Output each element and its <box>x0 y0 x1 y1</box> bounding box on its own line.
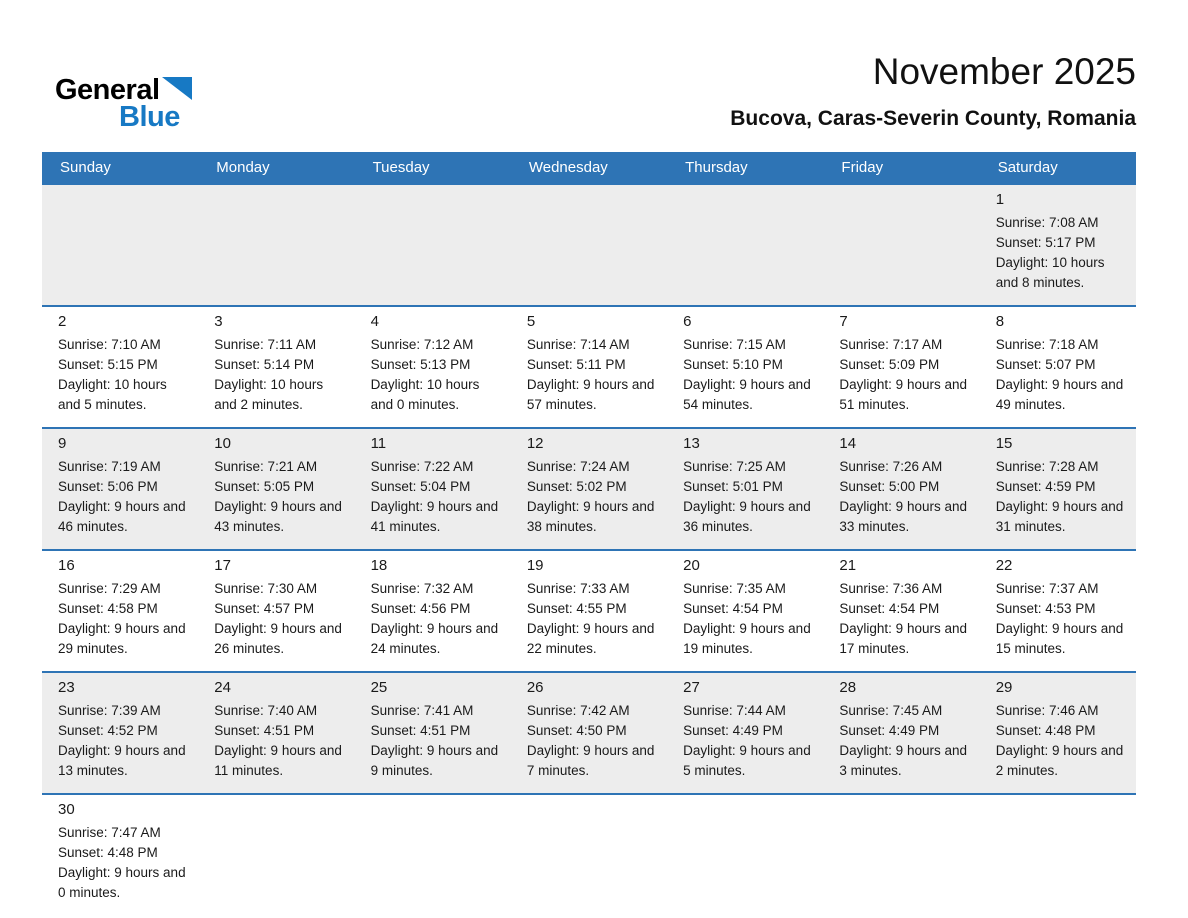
week-row <box>42 184 1136 306</box>
sunrise-text: Sunrise: 7:26 AM <box>839 459 943 474</box>
daylight-text: Daylight: 9 hours and 51 minutes. <box>839 377 967 412</box>
day-number: 18 <box>370 557 388 574</box>
empty-day-cell <box>355 184 511 306</box>
day-number: 17 <box>214 557 231 574</box>
daylight-text: Daylight: 10 hours and 5 minutes. <box>58 377 167 412</box>
weekday-header-monday: Monday <box>198 152 354 184</box>
sunset-text: Sunset: 4:57 PM <box>214 601 315 616</box>
sunrise-text: Sunrise: 7:42 AM <box>526 703 630 718</box>
weekday-header-friday: Friday <box>823 152 979 184</box>
empty-day-cell <box>511 184 667 306</box>
sunset-text: Sunset: 4:52 PM <box>58 723 158 738</box>
daylight-text: Daylight: 9 hours and 11 minutes. <box>214 743 342 778</box>
day-number: 26 <box>526 679 544 696</box>
sunset-text: Sunset: 5:01 PM <box>683 479 783 494</box>
day-number: 6 <box>683 313 692 330</box>
sunset-text: Sunset: 4:49 PM <box>839 723 940 738</box>
empty-day-cell <box>511 794 667 915</box>
day-number: 30 <box>58 801 75 818</box>
day-number: 19 <box>526 557 544 574</box>
day-number: 1 <box>995 191 1005 208</box>
day-cell <box>42 672 198 794</box>
sunset-text: Sunset: 4:50 PM <box>526 723 627 738</box>
sunrise-text: Sunrise: 7:36 AM <box>839 581 943 596</box>
sunrise-text: Sunrise: 7:11 AM <box>214 337 317 352</box>
day-cell <box>980 428 1136 550</box>
daylight-text: Daylight: 9 hours and 33 minutes. <box>839 499 967 534</box>
day-cell <box>42 794 198 915</box>
daylight-text: Daylight: 9 hours and 13 minutes. <box>58 743 186 778</box>
day-number: 11 <box>370 435 387 452</box>
sunset-text: Sunset: 4:58 PM <box>58 601 158 616</box>
sunset-text: Sunset: 5:07 PM <box>995 357 1096 372</box>
sunset-text: Sunset: 5:02 PM <box>526 479 627 494</box>
sunset-text: Sunset: 4:48 PM <box>58 845 158 860</box>
daylight-text: Daylight: 9 hours and 31 minutes. <box>995 499 1124 534</box>
day-number: 23 <box>58 679 75 696</box>
empty-day-cell <box>980 794 1136 915</box>
day-number: 22 <box>995 557 1013 574</box>
daylight-text: Daylight: 9 hours and 2 minutes. <box>995 743 1124 778</box>
day-number: 25 <box>370 679 388 696</box>
day-cell <box>823 428 979 550</box>
day-cell <box>823 672 979 794</box>
day-cell <box>667 672 823 794</box>
day-cell <box>980 184 1136 306</box>
daylight-text: Daylight: 9 hours and 43 minutes. <box>214 499 342 534</box>
day-number: 27 <box>683 679 700 696</box>
sunset-text: Sunset: 5:11 PM <box>526 357 626 372</box>
sunrise-text: Sunrise: 7:47 AM <box>58 825 161 840</box>
week-row <box>42 672 1136 794</box>
day-cell <box>511 306 667 428</box>
day-cell <box>42 550 198 672</box>
daylight-text: Daylight: 10 hours and 2 minutes. <box>214 377 324 412</box>
day-number: 15 <box>995 435 1013 452</box>
sunrise-text: Sunrise: 7:21 AM <box>214 459 318 474</box>
daylight-text: Daylight: 9 hours and 41 minutes. <box>370 499 499 534</box>
week-row <box>42 306 1136 428</box>
day-number: 21 <box>839 557 857 574</box>
sunset-text: Sunset: 5:13 PM <box>370 357 471 372</box>
sunrise-text: Sunrise: 7:18 AM <box>995 337 1099 352</box>
day-number: 9 <box>58 435 67 452</box>
day-cell <box>42 428 198 550</box>
sunrise-text: Sunrise: 7:44 AM <box>683 703 786 718</box>
sunset-text: Sunset: 5:17 PM <box>995 235 1096 250</box>
sunrise-text: Sunrise: 7:08 AM <box>995 215 1099 230</box>
day-number: 14 <box>839 435 857 452</box>
empty-day-cell <box>823 184 979 306</box>
page-header <box>0 0 1188 134</box>
daylight-text: Daylight: 9 hours and 24 minutes. <box>370 621 499 656</box>
week-row <box>42 550 1136 672</box>
day-cell <box>667 428 823 550</box>
day-cell <box>511 550 667 672</box>
day-cell <box>355 306 511 428</box>
daylight-text: Daylight: 9 hours and 5 minutes. <box>683 743 811 778</box>
day-number: 24 <box>214 679 231 696</box>
day-cell <box>823 306 979 428</box>
daylight-text: Daylight: 9 hours and 17 minutes. <box>839 621 967 656</box>
sunrise-text: Sunrise: 7:46 AM <box>995 703 1099 718</box>
day-cell <box>980 672 1136 794</box>
daylight-text: Daylight: 10 hours and 8 minutes. <box>995 255 1105 290</box>
empty-day-cell <box>823 794 979 915</box>
sunrise-text: Sunrise: 7:12 AM <box>370 337 474 352</box>
daylight-text: Daylight: 9 hours and 54 minutes. <box>683 377 811 412</box>
empty-day-cell <box>355 794 511 915</box>
sunset-text: Sunset: 5:09 PM <box>839 357 940 372</box>
day-cell <box>198 428 354 550</box>
sunrise-text: Sunrise: 7:41 AM <box>370 703 474 718</box>
weekday-header-sunday: Sunday <box>42 152 198 184</box>
day-cell <box>355 428 511 550</box>
day-number: 28 <box>839 679 857 696</box>
sunrise-text: Sunrise: 7:19 AM <box>58 459 161 474</box>
daylight-text: Daylight: 9 hours and 19 minutes. <box>683 621 811 656</box>
sunrise-text: Sunrise: 7:14 AM <box>526 337 630 352</box>
sunrise-text: Sunrise: 7:22 AM <box>370 459 474 474</box>
daylight-text: Daylight: 9 hours and 46 minutes. <box>58 499 186 534</box>
page-title: November 2025 <box>872 51 1136 92</box>
weekday-header-saturday: Saturday <box>980 152 1136 184</box>
sunset-text: Sunset: 5:06 PM <box>58 479 158 494</box>
empty-day-cell <box>667 184 823 306</box>
sunset-text: Sunset: 4:55 PM <box>526 601 627 616</box>
day-cell <box>511 672 667 794</box>
daylight-text: Daylight: 9 hours and 57 minutes. <box>526 377 655 412</box>
day-cell <box>198 550 354 672</box>
sunrise-text: Sunrise: 7:15 AM <box>683 337 786 352</box>
day-cell <box>198 672 354 794</box>
sunrise-text: Sunrise: 7:33 AM <box>526 581 630 596</box>
day-number: 2 <box>58 313 67 330</box>
sunset-text: Sunset: 5:04 PM <box>370 479 471 494</box>
weekday-header-row <box>42 152 1136 184</box>
day-cell <box>980 550 1136 672</box>
day-number: 8 <box>995 313 1005 330</box>
day-cell <box>980 306 1136 428</box>
day-number: 12 <box>526 435 544 452</box>
sunrise-text: Sunrise: 7:29 AM <box>58 581 161 596</box>
calendar-table <box>42 152 1136 915</box>
sunset-text: Sunset: 4:51 PM <box>370 723 471 738</box>
sunset-text: Sunset: 4:56 PM <box>370 601 471 616</box>
sunset-text: Sunset: 5:00 PM <box>839 479 940 494</box>
sunset-text: Sunset: 5:10 PM <box>683 357 783 372</box>
weekday-header-thursday: Thursday <box>667 152 823 184</box>
daylight-text: Daylight: 9 hours and 22 minutes. <box>526 621 655 656</box>
daylight-text: Daylight: 9 hours and 38 minutes. <box>526 499 655 534</box>
week-row <box>42 428 1136 550</box>
daylight-text: Daylight: 9 hours and 49 minutes. <box>995 377 1124 412</box>
day-number: 7 <box>839 313 848 330</box>
sunrise-text: Sunrise: 7:30 AM <box>214 581 318 596</box>
day-cell <box>511 428 667 550</box>
sunrise-text: Sunrise: 7:37 AM <box>995 581 1099 596</box>
day-cell <box>198 306 354 428</box>
general-blue-logo <box>55 74 192 134</box>
daylight-text: Daylight: 9 hours and 29 minutes. <box>58 621 186 656</box>
sunset-text: Sunset: 4:54 PM <box>839 601 940 616</box>
sunrise-text: Sunrise: 7:10 AM <box>58 337 161 352</box>
day-cell <box>355 550 511 672</box>
page-subtitle: Bucova, Caras-Severin County, Romania <box>730 106 1136 130</box>
empty-day-cell <box>198 794 354 915</box>
logo-text-general: General <box>55 74 160 106</box>
logo-text-blue: Blue <box>119 101 180 133</box>
daylight-text: Daylight: 9 hours and 15 minutes. <box>995 621 1124 656</box>
sunrise-text: Sunrise: 7:35 AM <box>683 581 786 596</box>
sunrise-text: Sunrise: 7:40 AM <box>214 703 318 718</box>
daylight-text: Daylight: 9 hours and 0 minutes. <box>58 865 186 900</box>
sunset-text: Sunset: 5:14 PM <box>214 357 315 372</box>
day-number: 16 <box>58 557 75 574</box>
sunset-text: Sunset: 4:49 PM <box>683 723 783 738</box>
empty-day-cell <box>667 794 823 915</box>
day-number: 13 <box>683 435 700 452</box>
sunset-text: Sunset: 4:54 PM <box>683 601 783 616</box>
sunset-text: Sunset: 5:15 PM <box>58 357 158 372</box>
day-cell <box>667 550 823 672</box>
daylight-text: Daylight: 9 hours and 26 minutes. <box>214 621 342 656</box>
daylight-text: Daylight: 9 hours and 3 minutes. <box>839 743 967 778</box>
sunset-text: Sunset: 4:59 PM <box>995 479 1096 494</box>
sunrise-text: Sunrise: 7:25 AM <box>683 459 786 474</box>
day-number: 4 <box>370 313 379 330</box>
empty-day-cell <box>198 184 354 306</box>
day-number: 10 <box>214 435 231 452</box>
daylight-text: Daylight: 9 hours and 9 minutes. <box>370 743 499 778</box>
day-number: 5 <box>526 313 536 330</box>
sunset-text: Sunset: 4:53 PM <box>995 601 1096 616</box>
weekday-header-wednesday: Wednesday <box>511 152 667 184</box>
sunrise-text: Sunrise: 7:32 AM <box>370 581 474 596</box>
week-row <box>42 794 1136 915</box>
sunrise-text: Sunrise: 7:24 AM <box>526 459 630 474</box>
day-number: 3 <box>214 313 223 330</box>
sunrise-text: Sunrise: 7:45 AM <box>839 703 943 718</box>
day-cell <box>823 550 979 672</box>
sunrise-text: Sunrise: 7:39 AM <box>58 703 161 718</box>
daylight-text: Daylight: 9 hours and 36 minutes. <box>683 499 811 534</box>
weekday-header-tuesday: Tuesday <box>355 152 511 184</box>
day-cell <box>42 306 198 428</box>
day-cell <box>355 672 511 794</box>
sunset-text: Sunset: 4:51 PM <box>214 723 315 738</box>
daylight-text: Daylight: 10 hours and 0 minutes. <box>370 377 480 412</box>
sunrise-text: Sunrise: 7:17 AM <box>839 337 943 352</box>
title-block <box>730 52 1136 131</box>
sunrise-text: Sunrise: 7:28 AM <box>995 459 1099 474</box>
day-number: 29 <box>995 679 1013 696</box>
empty-day-cell <box>42 184 198 306</box>
day-number: 20 <box>683 557 700 574</box>
sunset-text: Sunset: 4:48 PM <box>995 723 1096 738</box>
day-cell <box>667 306 823 428</box>
sunset-text: Sunset: 5:05 PM <box>214 479 315 494</box>
daylight-text: Daylight: 9 hours and 7 minutes. <box>526 743 655 778</box>
